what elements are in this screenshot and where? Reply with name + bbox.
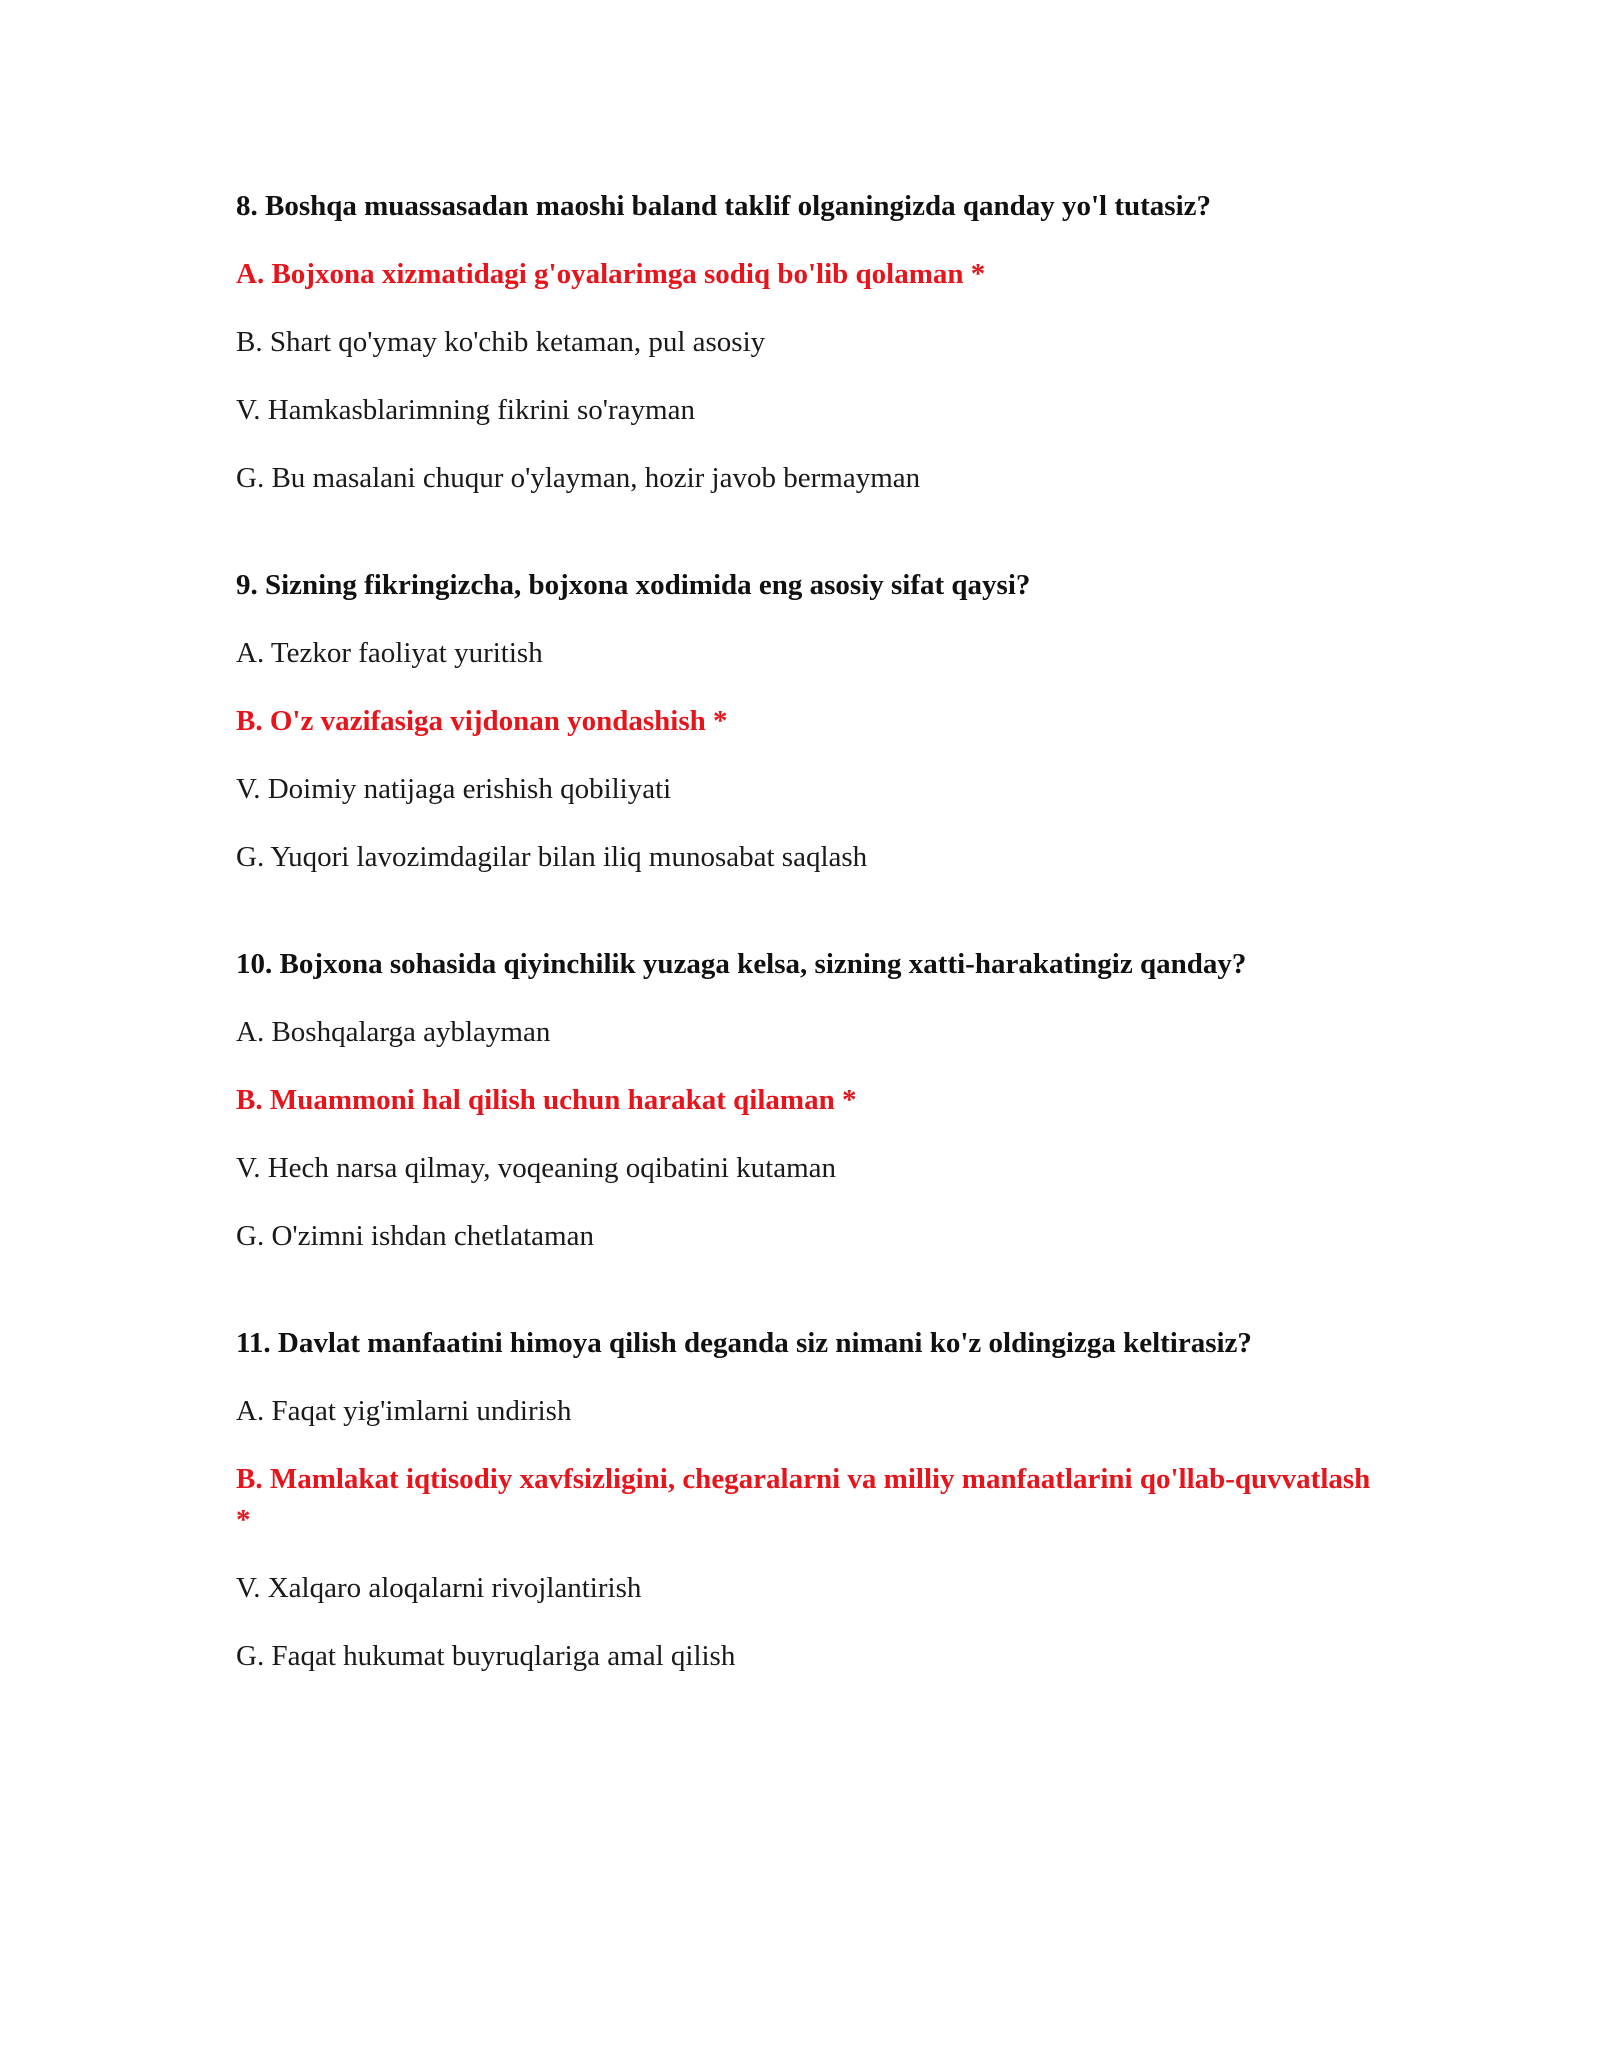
correct-answer-option: B. O'z vazifasiga vijdonan yondashish * bbox=[236, 705, 728, 737]
question-text: 8. Boshqa muassasadan maoshi baland taklif olganingizda qanday yo'l tutasiz? bbox=[236, 190, 1211, 222]
quiz-content bbox=[236, 186, 1376, 1677]
question-text: 10. Bojxona sohasida qiyinchilik yuzaga kelsa, sizning xatti-harakatingiz qanday? bbox=[236, 948, 1247, 980]
answer-option: A. Tezkor faoliyat yuritish bbox=[236, 637, 543, 669]
question-text: 9. Sizning fikringizcha, bojxona xodimida eng asosiy sifat qaysi? bbox=[236, 569, 1031, 601]
correct-answer-option: B. Mamlakat iqtisodiy xavfsizligini, chegaralarni va milliy manfaatlarini qo'llab-quvvatlash * bbox=[236, 1463, 1371, 1536]
answer-option: G. Faqat hukumat buyruqlariga amal qilish bbox=[236, 1640, 736, 1672]
answer-option: G. Bu masalani chuqur o'ylayman, hozir javob bermayman bbox=[236, 462, 921, 494]
answer-option: V. Xalqaro aloqalarni rivojlantirish bbox=[236, 1572, 642, 1604]
question-block-11 bbox=[236, 1323, 1376, 1677]
answer-option: G. Yuqori lavozimdagilar bilan iliq munosabat saqlash bbox=[236, 841, 868, 873]
correct-answer-option: A. Bojxona xizmatidagi g'oyalarimga sodiq bo'lib qolaman * bbox=[236, 258, 986, 290]
answer-option: V. Doimiy natijaga erishish qobiliyati bbox=[236, 773, 672, 805]
answer-option: A. Boshqalarga ayblayman bbox=[236, 1016, 551, 1048]
correct-answer-option: B. Muammoni hal qilish uchun harakat qilaman * bbox=[236, 1084, 857, 1116]
answer-option: V. Hamkasblarimning fikrini so'rayman bbox=[236, 394, 695, 426]
question-block-10 bbox=[236, 944, 1376, 1257]
answer-option: A. Faqat yig'imlarni undirish bbox=[236, 1395, 572, 1427]
answer-option: V. Hech narsa qilmay, voqeaning oqibatini kutaman bbox=[236, 1152, 836, 1184]
question-block-9 bbox=[236, 565, 1376, 878]
answer-option: G. O'zimni ishdan chetlataman bbox=[236, 1220, 594, 1252]
answer-option: B. Shart qo'ymay ko'chib ketaman, pul asosiy bbox=[236, 326, 766, 358]
question-block-8 bbox=[236, 186, 1376, 499]
question-text: 11. Davlat manfaatini himoya qilish deganda siz nimani ko'z oldingizga keltirasiz? bbox=[236, 1327, 1252, 1359]
